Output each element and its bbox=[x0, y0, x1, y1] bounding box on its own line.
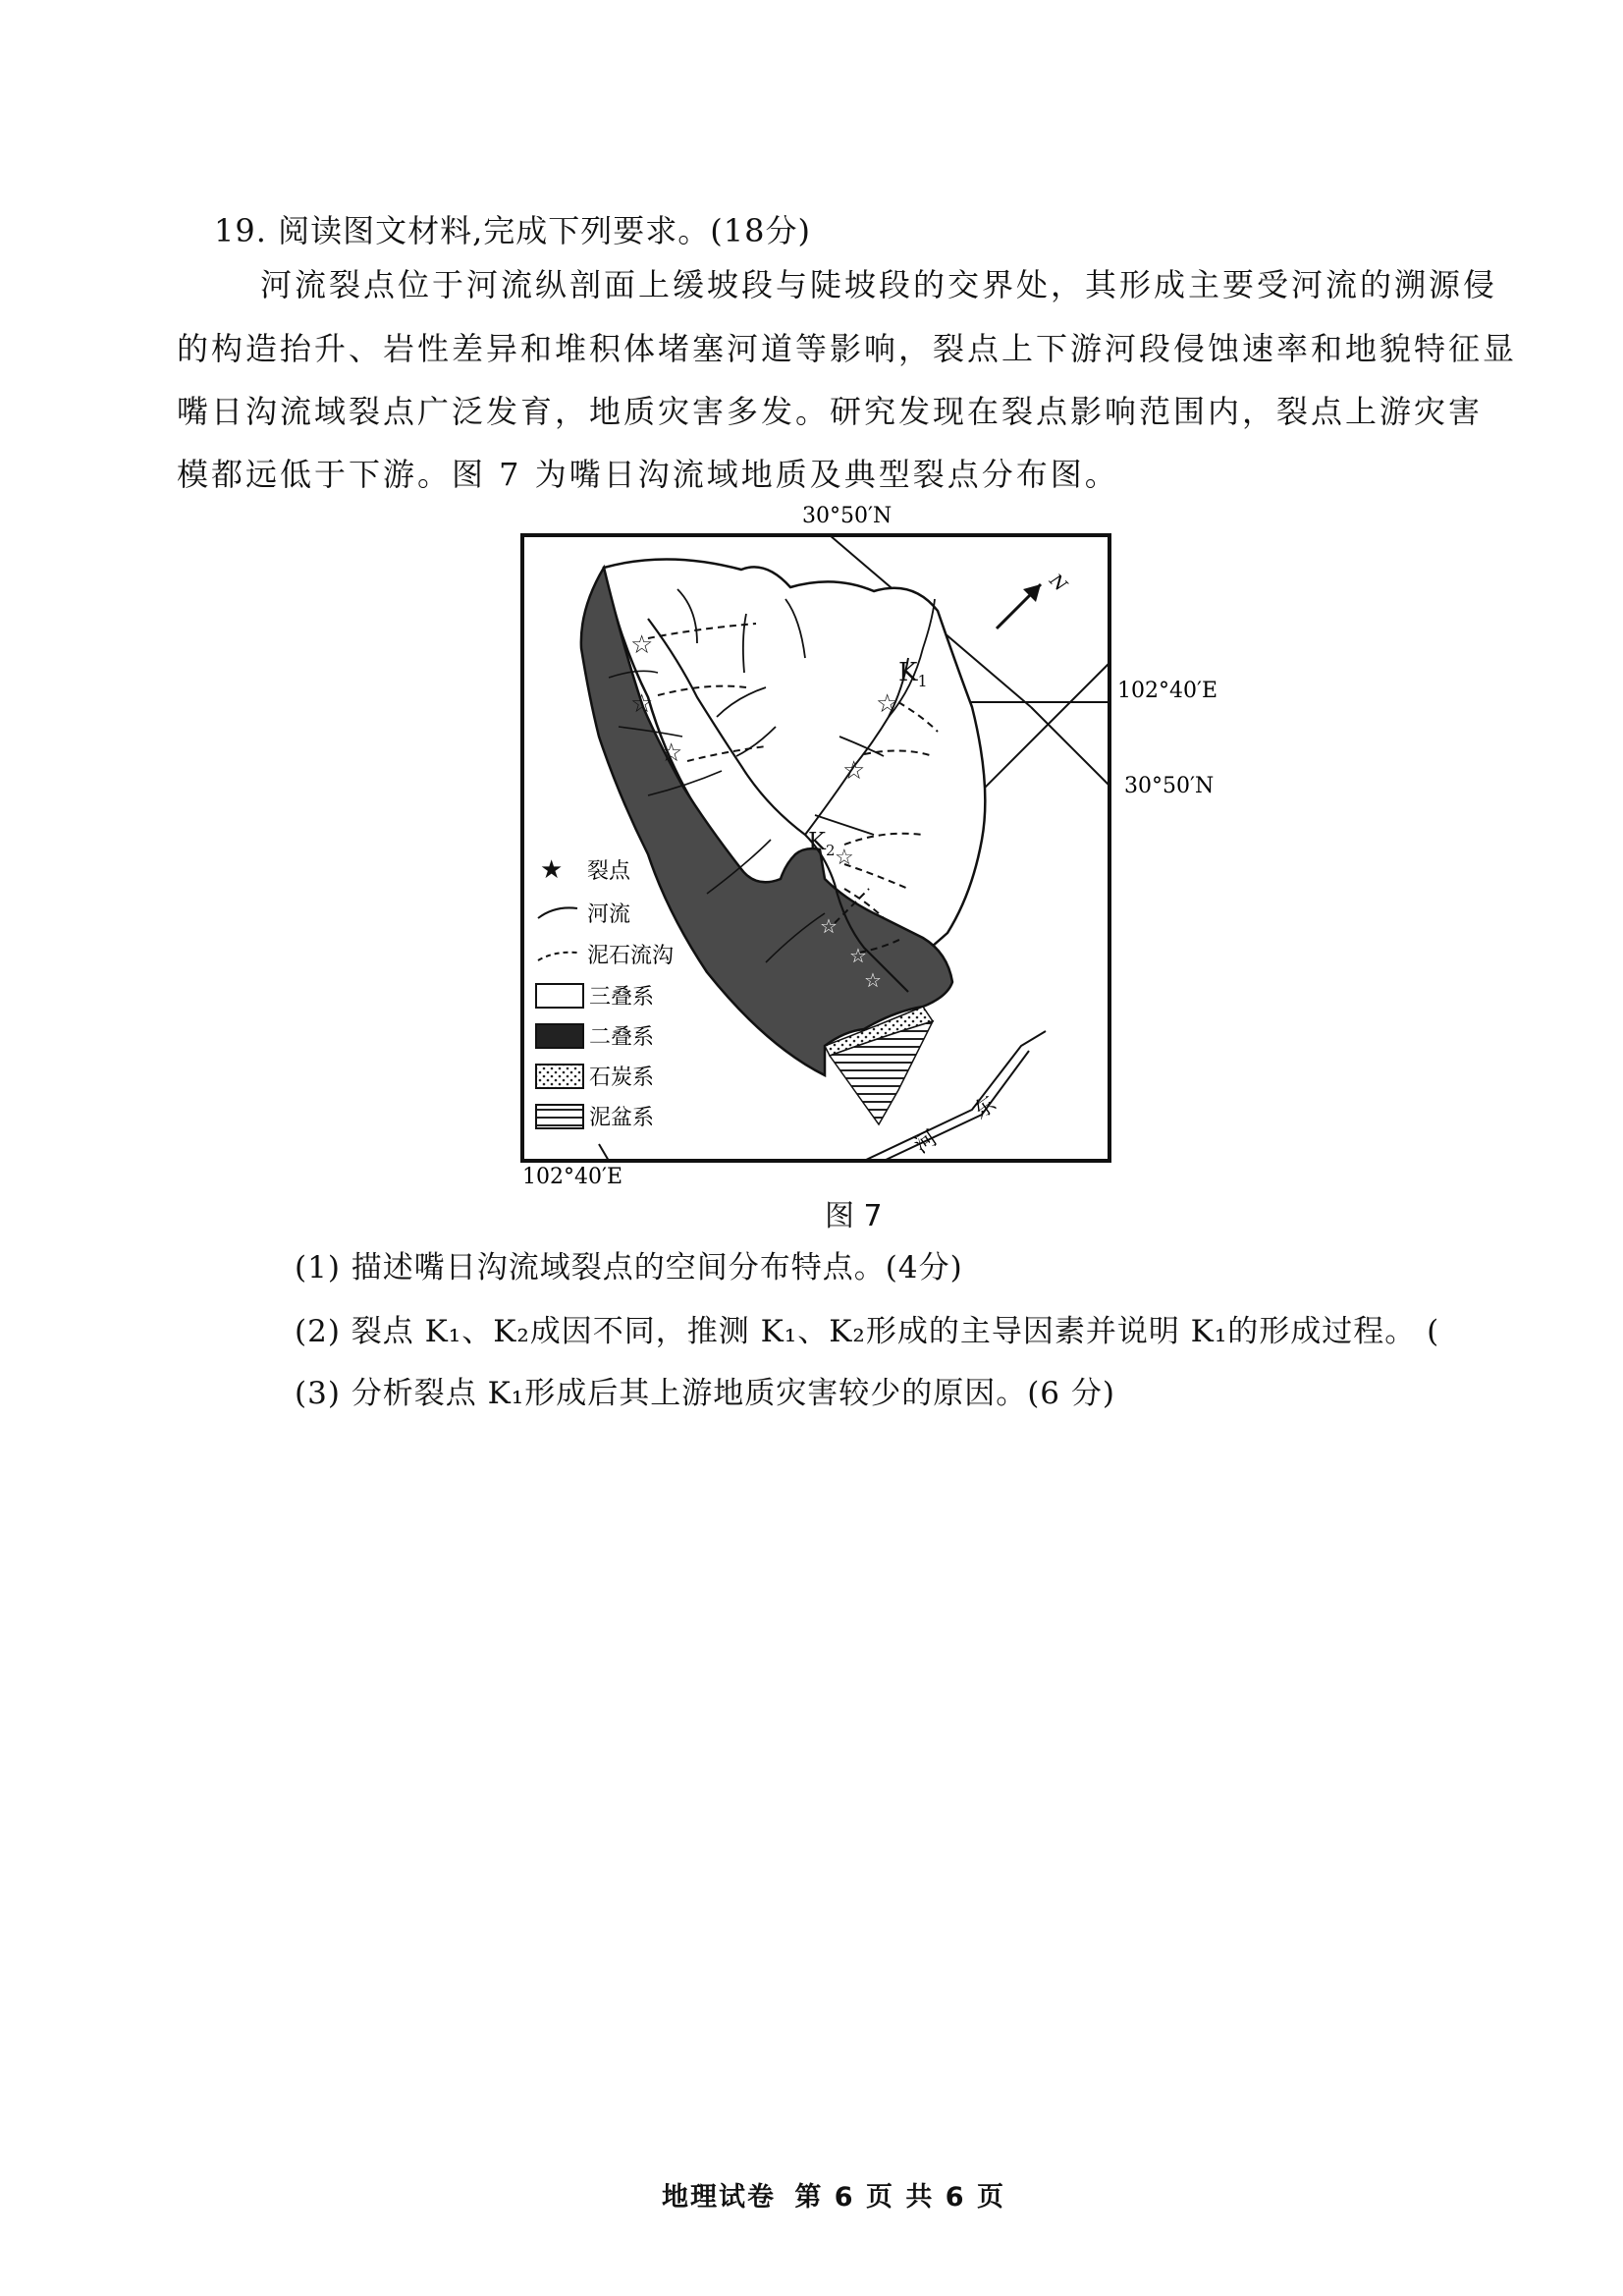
knickpoint-icon: ☆ bbox=[876, 689, 899, 719]
lon-label-right: 102°40′E bbox=[1117, 679, 1218, 703]
paragraph-line-2: 的构造抬升、岩性差异和堆积体堵塞河道等影响，裂点上下游河段侵蚀速率和地貌特征显 bbox=[177, 330, 1518, 367]
knickpoint-icon: ☆ bbox=[660, 738, 683, 768]
legend-carboniferous-swatch bbox=[536, 1065, 583, 1088]
legend-carboniferous-label: 石炭系 bbox=[589, 1066, 655, 1090]
legend-debris-label: 泥石流沟 bbox=[587, 944, 675, 968]
legend-triassic-label: 三叠系 bbox=[589, 985, 655, 1010]
east-river-label: 河 bbox=[910, 1125, 943, 1159]
knickpoint-icon: ☆ bbox=[842, 756, 866, 786]
legend-triassic-swatch bbox=[536, 984, 583, 1008]
k2-label: $K_2$ bbox=[808, 828, 836, 859]
knickpoint-icon: ☆ bbox=[630, 689, 654, 719]
lat-label-right: 30°50′N bbox=[1124, 774, 1215, 798]
legend-river-label: 河流 bbox=[587, 902, 631, 927]
legend-permian-swatch bbox=[536, 1024, 583, 1048]
subquestion-2: (2) 裂点 K₁、K₂成因不同，推测 K₁、K₂形成的主导因素并说明 K₁的形成过程。 ( bbox=[295, 1314, 1440, 1349]
knickpoint-icon: ☆ bbox=[630, 630, 654, 660]
paragraph-line-1: 河流裂点位于河流纵剖面上缓坡段与陡坡段的交界处，其形成主要受河流的溯源侵 bbox=[260, 266, 1498, 303]
legend-knickpoint-icon: ★ bbox=[540, 855, 564, 885]
k1-label: $K_1$ bbox=[898, 658, 928, 690]
knickpoint-icon: ☆ bbox=[820, 914, 838, 938]
figure-caption: 图 7 bbox=[825, 1199, 883, 1233]
east-river-label: 东 bbox=[969, 1091, 1001, 1124]
page-footer bbox=[658, 2175, 1009, 2214]
figure-7-map bbox=[511, 501, 1237, 1188]
lat-label-top: 30°50′N bbox=[802, 504, 893, 528]
paragraph-line-4: 模都远低于下游。图 7 为嘴日沟流域地质及典型裂点分布图。 bbox=[177, 456, 1119, 493]
legend-knickpoint-label: 裂点 bbox=[587, 859, 631, 884]
question-title: 19. 阅读图文材料,完成下列要求。(18分) bbox=[214, 212, 811, 249]
knickpoint-icon: ☆ bbox=[835, 846, 854, 870]
footer-page: 第 6 页 共 6 页 bbox=[794, 2182, 1005, 2213]
legend-devonian-label: 泥盆系 bbox=[589, 1106, 655, 1130]
paragraph-line-3: 嘴日沟流域裂点广泛发育，地质灾害多发。研究发现在裂点影响范围内，裂点上游灾害 bbox=[177, 393, 1484, 430]
knickpoint-icon: ☆ bbox=[849, 944, 867, 967]
knickpoint-icon: ☆ bbox=[864, 968, 882, 992]
lon-label-bottom: 102°40′E bbox=[522, 1165, 623, 1188]
legend-devonian-swatch bbox=[536, 1105, 583, 1128]
subquestion-1: (1) 描述嘴日沟流域裂点的空间分布特点。(4分) bbox=[295, 1250, 963, 1285]
subquestion-3: (3) 分析裂点 K₁形成后其上游地质灾害较少的原因。(6 分) bbox=[295, 1376, 1115, 1411]
footer-subject: 地理试卷 bbox=[662, 2182, 776, 2213]
legend-permian-label: 二叠系 bbox=[589, 1025, 655, 1050]
svg-text:N: N bbox=[1045, 570, 1071, 596]
